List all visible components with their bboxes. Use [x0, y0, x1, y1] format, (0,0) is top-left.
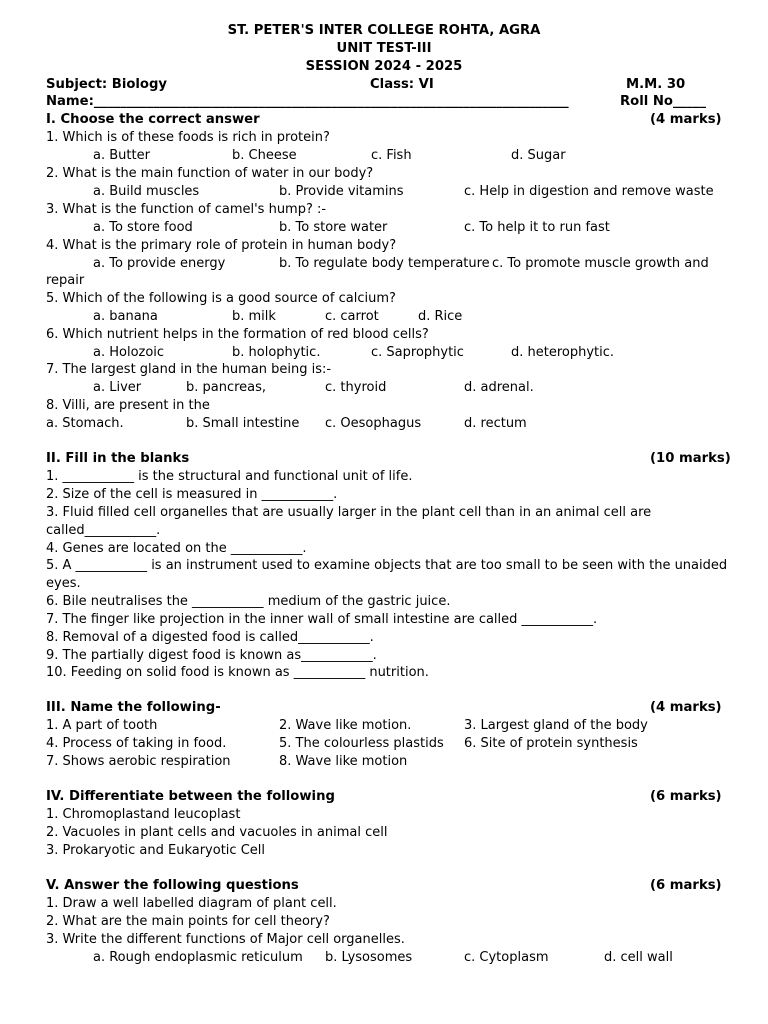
section-4-title: IV. Differentiate between the following	[46, 789, 335, 804]
option: c. Fish	[371, 148, 412, 163]
option: a. Liver	[93, 380, 142, 395]
option: d. heterophytic.	[511, 345, 615, 360]
option: a. To store food	[93, 220, 193, 235]
name-field: Name:________________________________________________________________________	[46, 94, 569, 109]
blank-item: 8. Removal of a digested food is called___________.	[46, 630, 374, 645]
blank-item: 9. The partially digest food is known as___________.	[46, 648, 377, 663]
option: a. Build muscles	[93, 184, 200, 199]
section-5-marks: (6 marks)	[650, 878, 722, 893]
blank-item: 5. A ___________ is an instrument used to examine objects that are too small to be seen with the unaided	[46, 558, 728, 573]
differentiate-item: 3. Prokaryotic and Eukaryotic Cell	[46, 843, 265, 858]
section-3-title: III. Name the following-	[46, 700, 221, 715]
question-3: 3. What is the function of camel's hump? :-	[46, 202, 327, 217]
session: SESSION 2024 - 2025	[305, 59, 463, 74]
section-1-title: I. Choose the correct answer	[46, 112, 260, 127]
option: b. Lysosomes	[325, 950, 413, 965]
option: b. Provide vitamins	[279, 184, 404, 199]
question-1: 1. Which is of these foods is rich in protein?	[46, 130, 330, 145]
section-5-title: V. Answer the following questions	[46, 878, 299, 893]
name-item: 5. The colourless plastids	[279, 736, 444, 751]
option: b. milk	[232, 309, 276, 324]
differentiate-item: 2. Vacuoles in plant cells and vacuoles in animal cell	[46, 825, 388, 840]
blank-item: 6. Bile neutralises the ___________ medium of the gastric juice.	[46, 594, 451, 609]
school-name: ST. PETER'S INTER COLLEGE ROHTA, AGRA	[227, 23, 541, 38]
test-title: UNIT TEST-III	[336, 41, 432, 56]
subject: Subject: Biology	[46, 77, 168, 92]
option: c. To help it to run fast	[464, 220, 610, 235]
name-item: 8. Wave like motion	[279, 754, 408, 769]
blank-item: 3. Fluid filled cell organelles that are usually larger in the plant cell than in an animal cell are	[46, 505, 652, 520]
option: b. Cheese	[232, 148, 297, 163]
blank-item-cont: called___________.	[46, 523, 161, 538]
name-item: 4. Process of taking in food.	[46, 736, 227, 751]
option: d. Sugar	[511, 148, 566, 163]
option: a. Holozoic	[93, 345, 165, 360]
question-5: 5. Which of the following is a good source of calcium?	[46, 291, 396, 306]
option: c. Oesophagus	[325, 416, 422, 431]
blank-item: 2. Size of the cell is measured in ___________.	[46, 487, 338, 502]
answer-question: 3. Write the different functions of Major cell organelles.	[46, 932, 405, 947]
option-continuation: repair	[46, 273, 85, 288]
option: c. Saprophytic	[371, 345, 464, 360]
option: c. To promote muscle growth and	[492, 256, 709, 271]
name-item: 1. A part of tooth	[46, 718, 158, 733]
option: c. thyroid	[325, 380, 387, 395]
section-1-marks: (4 marks)	[650, 112, 722, 127]
option: b. To regulate body temperature	[279, 256, 490, 271]
option: b. holophytic.	[232, 345, 321, 360]
option: d. adrenal.	[464, 380, 534, 395]
blank-item: 7. The finger like projection in the inner wall of small intestine are called ___________.	[46, 612, 598, 627]
name-item: 3. Largest gland of the body	[464, 718, 648, 733]
option: c. Cytoplasm	[464, 950, 549, 965]
option: a. Rough endoplasmic reticulum	[93, 950, 303, 965]
answer-question: 1. Draw a well labelled diagram of plant cell.	[46, 896, 337, 911]
question-2: 2. What is the main function of water in our body?	[46, 166, 374, 181]
blank-item: 4. Genes are located on the ___________.	[46, 541, 307, 556]
question-6: 6. Which nutrient helps in the formation of red blood cells?	[46, 327, 429, 342]
option: c. carrot	[325, 309, 379, 324]
option: a. Stomach.	[46, 416, 124, 431]
differentiate-item: 1. Chromoplastand leucoplast	[46, 807, 241, 822]
name-item: 2. Wave like motion.	[279, 718, 412, 733]
section-2-marks: (10 marks)	[650, 451, 731, 466]
section-3-marks: (4 marks)	[650, 700, 722, 715]
option: b. pancreas,	[186, 380, 267, 395]
answer-question: 2. What are the main points for cell theory?	[46, 914, 330, 929]
option: a. Butter	[93, 148, 150, 163]
section-2-title: II. Fill in the blanks	[46, 451, 190, 466]
option: c. Help in digestion and remove waste	[464, 184, 714, 199]
question-7: 7. The largest gland in the human being is:-	[46, 362, 332, 377]
option: d. cell wall	[604, 950, 673, 965]
blank-item-cont: eyes.	[46, 576, 81, 591]
question-4: 4. What is the primary role of protein in human body?	[46, 238, 397, 253]
blank-item: 10. Feeding on solid food is known as ___________ nutrition.	[46, 665, 429, 680]
class: Class: VI	[370, 77, 434, 92]
option: b. Small intestine	[186, 416, 300, 431]
option: d. rectum	[464, 416, 527, 431]
option: a. To provide energy	[93, 256, 226, 271]
name-item: 7. Shows aerobic respiration	[46, 754, 231, 769]
blank-item: 1. ___________ is the structural and functional unit of life.	[46, 469, 413, 484]
option: b. To store water	[279, 220, 388, 235]
option: a. banana	[93, 309, 158, 324]
option: d. Rice	[418, 309, 463, 324]
question-8: 8. Villi, are present in the	[46, 398, 210, 413]
roll-no-field: Roll No_____	[620, 94, 706, 109]
section-4-marks: (6 marks)	[650, 789, 722, 804]
name-item: 6. Site of protein synthesis	[464, 736, 638, 751]
max-marks: M.M. 30	[626, 77, 686, 92]
